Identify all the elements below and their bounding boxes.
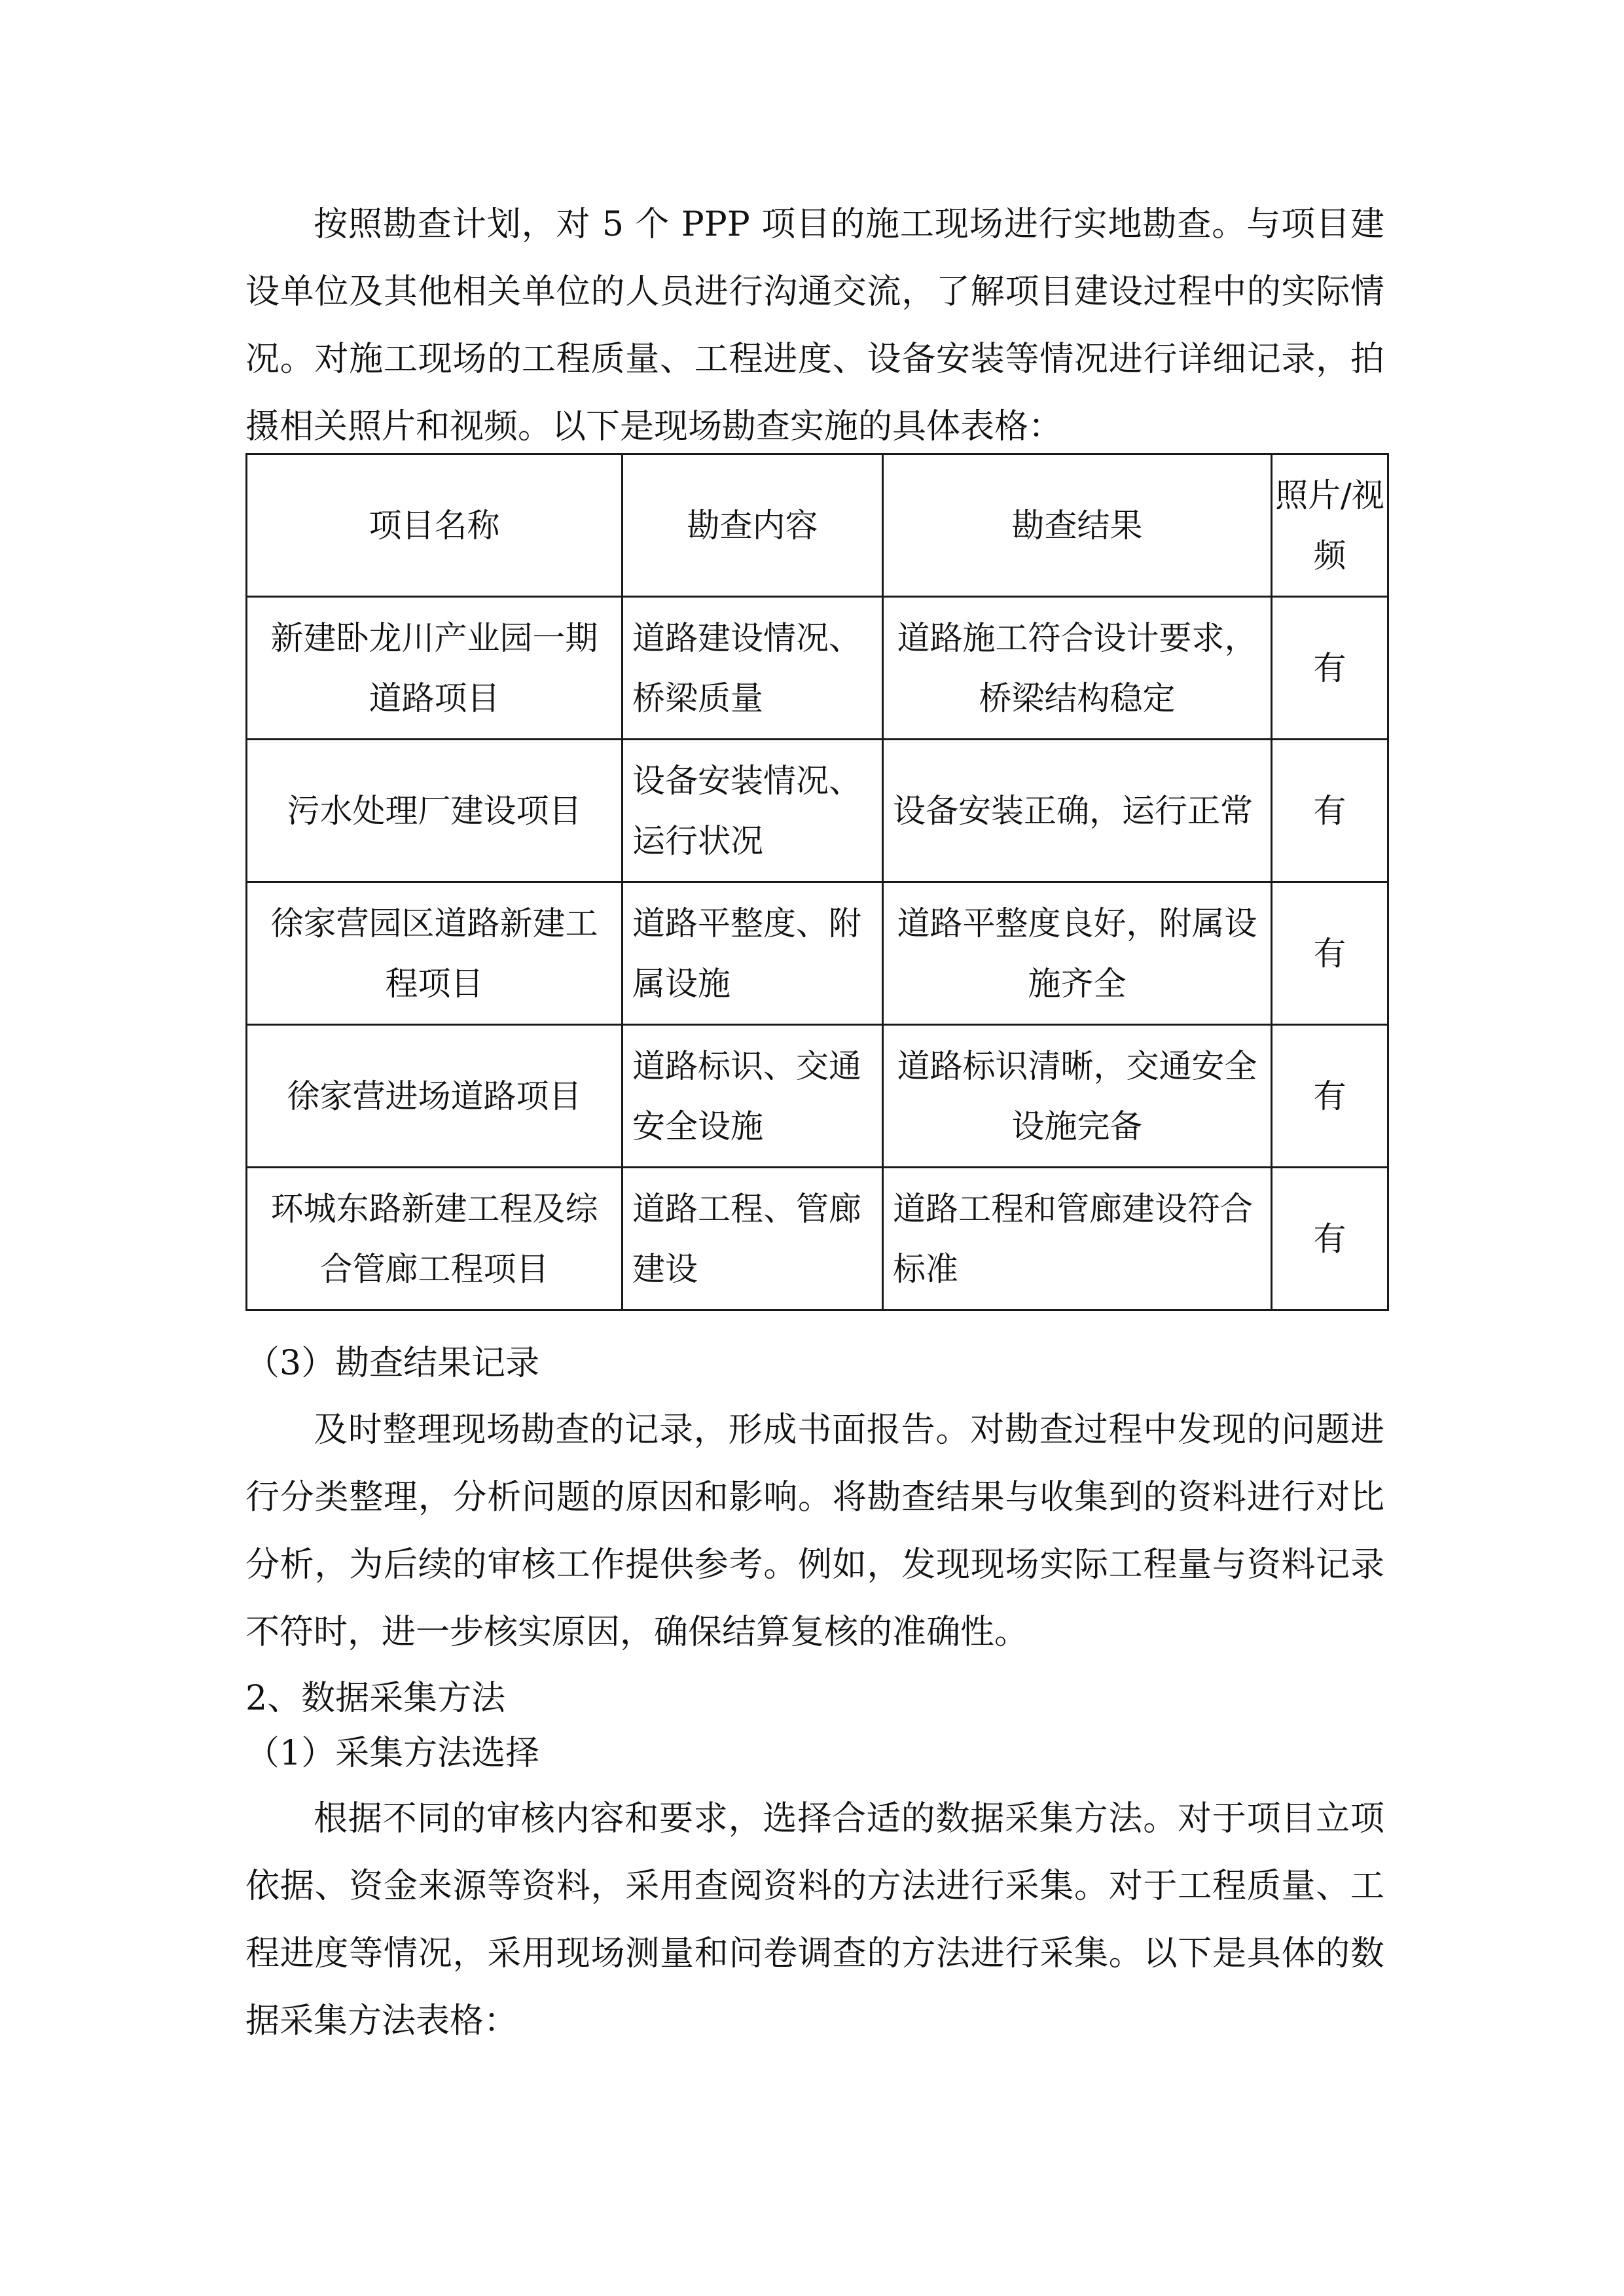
cell-project-name: 徐家营进场道路项目 <box>247 1025 623 1168</box>
survey-table <box>245 453 1389 1311</box>
section-3-paragraph: 及时整理现场勘查的记录，形成书面报告。对勘查过程中发现的问题进行分类整理，分析问题的原因和影响。将勘查结果与收集到的资料进行对比分析，为后续的审核工作提供参考。例如，发现现场实际工程量与资料记录不符时，进一步核实原因，确保结算复核的准确性。 <box>245 1410 1384 1652</box>
cell-photo-video: 有 <box>1272 1025 1388 1168</box>
cell-survey-content: 道路标识、交通安全设施 <box>623 1025 883 1168</box>
cell-project-name: 污水处理厂建设项目 <box>247 740 623 882</box>
table-row <box>247 1168 1388 1310</box>
table-row <box>247 882 1388 1025</box>
cell-photo-video: 有 <box>1272 882 1388 1025</box>
cell-survey-content: 道路建设情况、桥梁质量 <box>623 597 883 740</box>
cell-survey-content: 道路工程、管廊建设 <box>623 1168 883 1310</box>
table-row <box>247 597 1388 740</box>
header-survey-result: 勘查结果 <box>883 454 1272 597</box>
cell-survey-result: 道路标识清晰，交通安全设施完备 <box>883 1025 1272 1168</box>
section-3-heading: （3）勘查结果记录 <box>245 1344 540 1383</box>
cell-survey-content: 道路平整度、附属设施 <box>623 882 883 1025</box>
section-2-1-paragraph: 根据不同的审核内容和要求，选择合适的数据采集方法。对于项目立项依据、资金来源等资料，采用查阅资料的方法进行采集。对于工程质量、工程进度等情况，采用现场测量和问卷调查的方法进行采集。以下是具体的数据采集方法表格： <box>245 1799 1384 2041</box>
cell-survey-result: 设备安装正确，运行正常 <box>883 740 1272 882</box>
cell-photo-video: 有 <box>1272 740 1388 882</box>
cell-photo-video: 有 <box>1272 1168 1388 1310</box>
table-header-row <box>247 454 1388 597</box>
header-survey-content: 勘查内容 <box>623 454 883 597</box>
section-2-heading: 2、数据采集方法 <box>245 1679 506 1718</box>
cell-photo-video: 有 <box>1272 597 1388 740</box>
cell-survey-result: 道路工程和管廊建设符合标准 <box>883 1168 1272 1310</box>
cell-project-name: 环城东路新建工程及综合管廊工程项目 <box>247 1168 623 1310</box>
table-row <box>247 1025 1388 1168</box>
cell-project-name: 新建卧龙川产业园一期道路项目 <box>247 597 623 740</box>
section-2-1-heading: （1）采集方法选择 <box>245 1734 540 1773</box>
intro-paragraph: 按照勘查计划，对 5 个 PPP 项目的施工现场进行实地勘查。与项目建设单位及其他相关单位的人员进行沟通交流，了解项目建设过程中的实际情况。对施工现场的工程质量、工程进度、设备安装等情况进行详细记录，拍摄相关照片和视频。以下是现场勘查实施的具体表格： <box>245 205 1384 446</box>
cell-survey-result: 道路平整度良好，附属设施齐全 <box>883 882 1272 1025</box>
table-row <box>247 740 1388 882</box>
cell-project-name: 徐家营园区道路新建工程项目 <box>247 882 623 1025</box>
cell-survey-result: 道路施工符合设计要求，桥梁结构稳定 <box>883 597 1272 740</box>
header-photo-video: 照片/视频 <box>1272 454 1388 597</box>
header-project-name: 项目名称 <box>247 454 623 597</box>
cell-survey-content: 设备安装情况、运行状况 <box>623 740 883 882</box>
